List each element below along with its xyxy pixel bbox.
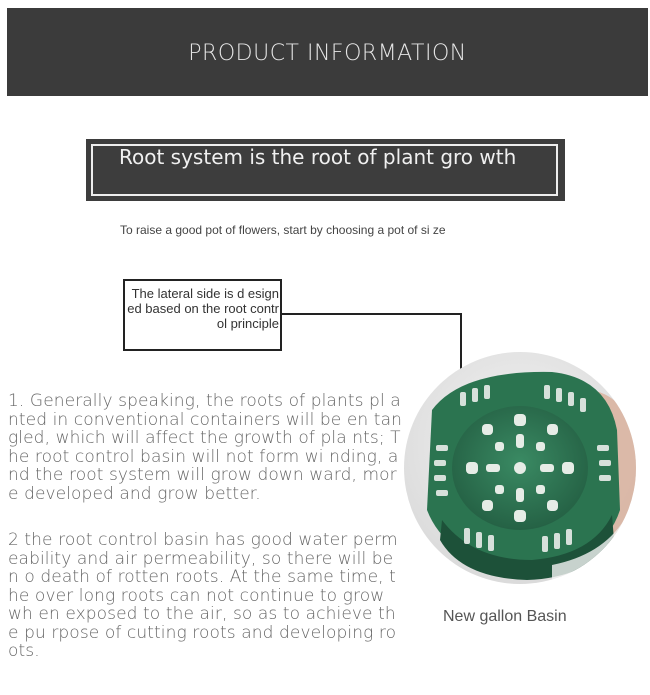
paragraph-1: 1. Generally speaking, the roots of plants pl anted in conventional containers will be en tangled, which will affect the growth of pla nts; The root control basin will not form wi nding, and the root system will grow down ward, more developed and grow better. — [8, 391, 402, 504]
root-control-basin-image — [402, 350, 638, 586]
image-caption: New gallon Basin — [443, 608, 567, 625]
callout-text: The lateral side is d esigned based on the root control principle — [127, 286, 279, 331]
paragraph-2: 2 the root control basin has good water perm eability and air permeability, so there will be n o death of rotten roots. At the same time, the over long roots can not continue to grow wh en exposed to the air, so as to achieve the pu rpose of cutting roots and developing roots. — [8, 530, 398, 661]
intro-text: To raise a good pot of flowers, start by choosing a pot of si ze — [120, 223, 446, 237]
banner-title: Root system is the root of plant gro wth — [119, 145, 517, 169]
page-title: PRODUCT INFORMATION — [188, 41, 467, 66]
